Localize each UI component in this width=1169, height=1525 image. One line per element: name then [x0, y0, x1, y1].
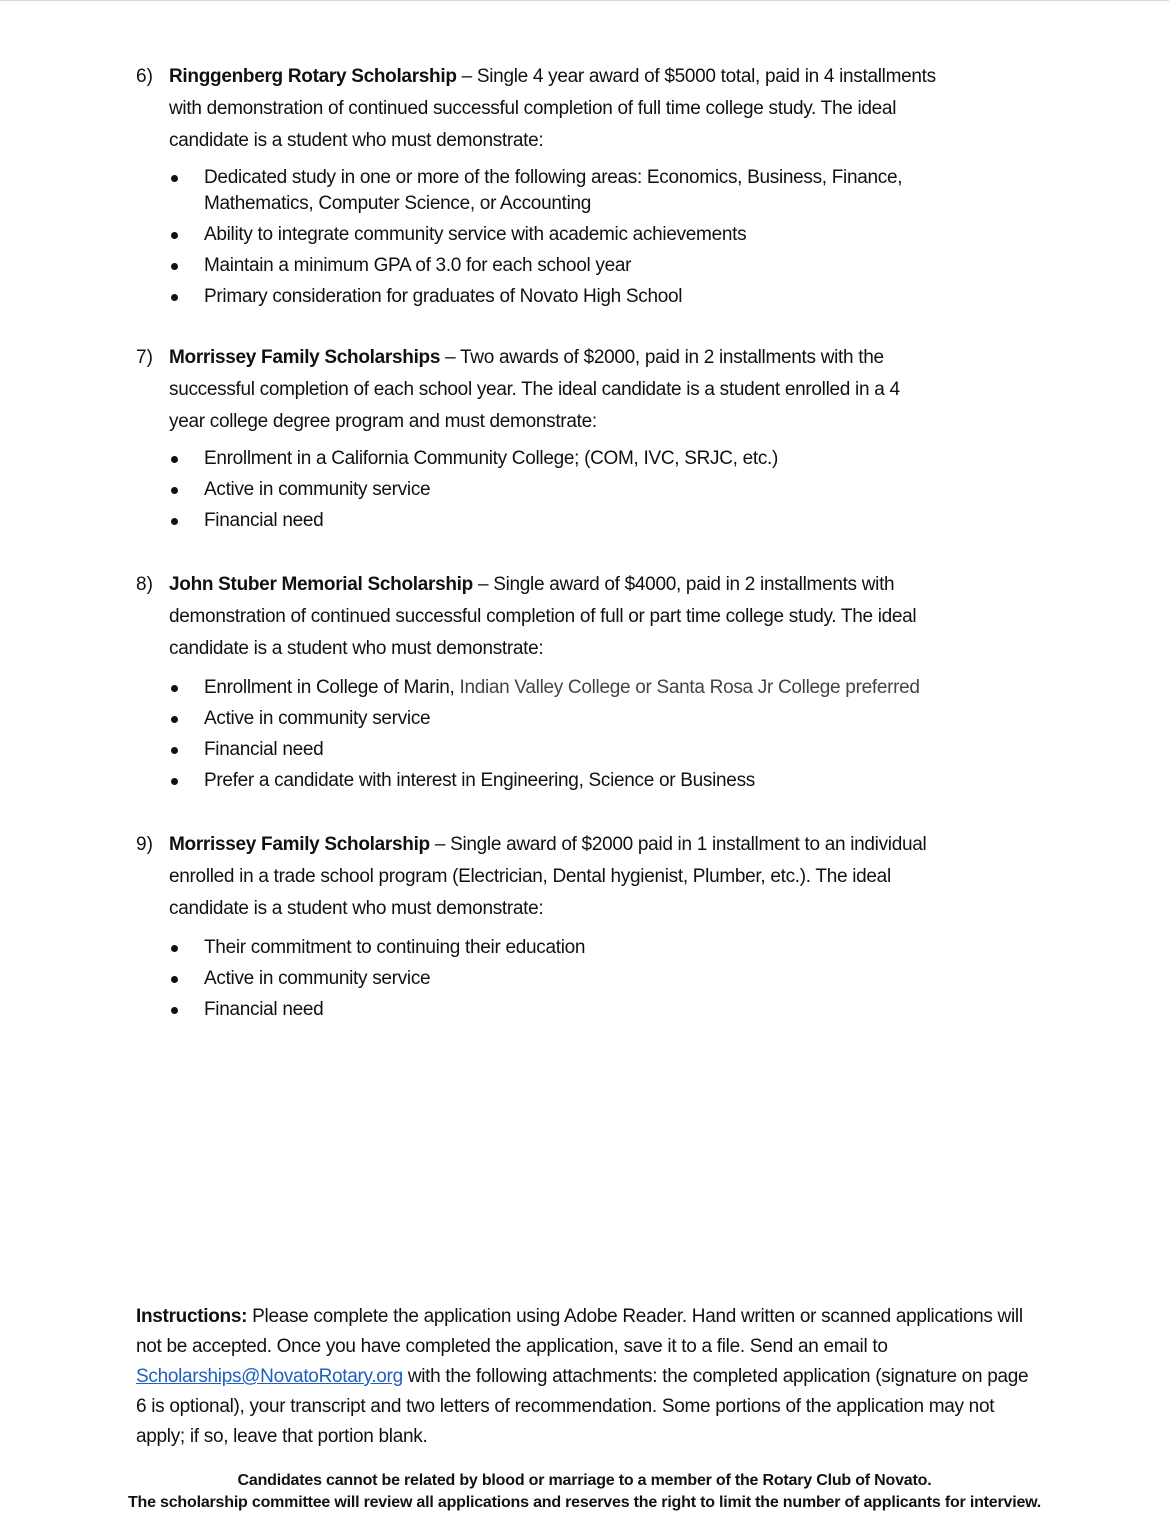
- bullet-icon: [171, 976, 178, 983]
- bullet-icon: [171, 175, 178, 182]
- section-number: 9): [136, 834, 153, 855]
- scholarship-title: John Stuber Memorial Scholarship: [169, 574, 473, 595]
- list-item: Primary consideration for graduates of Novato High School: [136, 284, 1036, 310]
- list-item: Active in community service: [136, 706, 1036, 732]
- bullet-icon: [171, 685, 178, 692]
- scholarship-section-8: [136, 569, 1036, 799]
- footer-eligibility-note: Candidates cannot be related by blood or marriage to a member of the Rotary Club of Novato.: [237, 1472, 932, 1489]
- section-description: John Stuber Memorial Scholarship – Single award of $4000, paid in 2 installments with demonstration of continued successful completion of full or part time college study. The ideal candidate is a student who must demonstrate:: [169, 574, 917, 659]
- scholarship-title: Morrissey Family Scholarships: [169, 347, 441, 368]
- section-description: Morrissey Family Scholarship – Single award of $2000 paid in 1 installment to an individual enrolled in a trade school program (Electrician, Dental hygienist, Plumber, etc.). The ideal candidate is a student who must demonstrate:: [169, 834, 927, 919]
- instructions-label: Instructions:: [136, 1306, 248, 1327]
- requirements-list: [136, 675, 1036, 794]
- list-item: Their commitment to continuing their education: [136, 935, 1036, 961]
- section-number: 6): [136, 66, 153, 87]
- list-item: Financial need: [136, 997, 1036, 1023]
- bullet-icon: [171, 1007, 178, 1014]
- section-number: 7): [136, 347, 153, 368]
- scholarship-title: Ringgenberg Rotary Scholarship: [169, 66, 457, 87]
- bullet-icon: [171, 716, 178, 723]
- footer-committee-note: The scholarship committee will review all applications and reserves the right to limit the number of applicants for interview.: [127, 1494, 1042, 1511]
- list-item: Prefer a candidate with interest in Engineering, Science or Business: [136, 768, 1036, 794]
- bullet-icon: [171, 945, 178, 952]
- list-item: Active in community service: [136, 477, 1036, 503]
- scholarship-section-7: [136, 342, 1036, 539]
- list-item: Ability to integrate community service with academic achievements: [136, 222, 1036, 248]
- instructions-paragraph: Instructions: Please complete the application using Adobe Reader. Hand written or scanned applications will not be accepted. Once you have completed the application, save it to a file. Send an email to Scholarships@NovatoRotary.org with the following attachments: the completed application (signature on page 6 is optional), your transcript and two letters of recommendation. Some portions of the application may not apply; if so, leave that portion blank.: [136, 1306, 1029, 1447]
- section-description: Ringgenberg Rotary Scholarship – Single 4 year award of $5000 total, paid in 4 installments with demonstration of continued successful completion of full time college study. The ideal candidate is a student who must demonstrate:: [169, 66, 936, 151]
- bullet-icon: [171, 456, 178, 463]
- list-item: Enrollment in College of Marin, Indian Valley College or Santa Rosa Jr College preferred: [136, 675, 1036, 701]
- list-item: Dedicated study in one or more of the following areas: Economics, Business, Finance, Mathematics, Computer Science, or Accounting: [136, 165, 924, 217]
- requirements-list: [136, 165, 1036, 310]
- email-link[interactable]: Scholarships@NovatoRotary.org: [136, 1366, 403, 1387]
- bullet-icon: [171, 747, 178, 754]
- list-item: Enrollment in a California Community College; (COM, IVC, SRJC, etc.): [136, 446, 1036, 472]
- bullet-icon: [171, 294, 178, 301]
- bullet-icon: [171, 263, 178, 270]
- list-item: Maintain a minimum GPA of 3.0 for each school year: [136, 253, 1036, 279]
- bullet-icon: [171, 518, 178, 525]
- requirements-list: [136, 935, 1036, 1023]
- scholarship-section-9: [136, 829, 1036, 1028]
- bullet-icon: [171, 232, 178, 239]
- list-item: Active in community service: [136, 966, 1036, 992]
- requirements-list: [136, 446, 1036, 534]
- page-top-border: [0, 0, 1169, 1]
- scholarship-title: Morrissey Family Scholarship: [169, 834, 430, 855]
- scholarship-section-6: [136, 61, 1036, 315]
- list-item: Financial need: [136, 508, 1036, 534]
- list-item: Financial need: [136, 737, 1036, 763]
- bullet-icon: [171, 487, 178, 494]
- section-number: 8): [136, 574, 153, 595]
- bullet-icon: [171, 778, 178, 785]
- section-description: Morrissey Family Scholarships – Two awards of $2000, paid in 2 installments with the successful completion of each school year. The ideal candidate is a student enrolled in a 4 year college degree program and must demonstrate:: [169, 347, 900, 432]
